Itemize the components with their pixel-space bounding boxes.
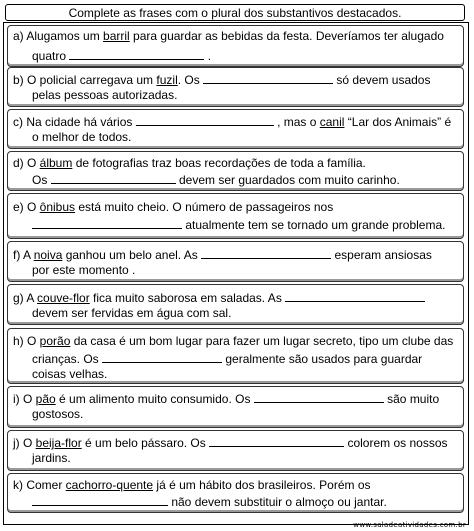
question-g	[7, 284, 464, 325]
question-k-line-1: k) Comer cachorro-quente já é um hábito dos brasileiros. Porém os	[13, 478, 371, 492]
question-g-line-2: devem ser fervidas em água com sal.	[32, 306, 232, 320]
question-f-line-1: f) A noiva ganhou um belo anel. As esperam ansiosas	[13, 248, 432, 262]
instructions-header: Complete as frases com o plural dos substantivos destacados.	[5, 4, 465, 21]
answer-blank[interactable]	[209, 435, 344, 447]
answer-blank[interactable]	[285, 290, 425, 302]
question-j	[7, 430, 464, 471]
question-h-line-2: crianças. Os geralmente são usados para guardar	[32, 352, 423, 366]
question-e-line-2: atualmente tem se tornado um grande problema.	[32, 217, 459, 232]
highlighted-word: porão	[39, 334, 71, 348]
website-footer: www.saladeatividades.com.br	[353, 521, 466, 529]
question-j-line-1: j) O beija-flor é um belo pássaro. Os colorem os nossos	[13, 436, 448, 450]
question-i-line-2: gostosos.	[32, 407, 84, 421]
highlighted-word: ônibus	[39, 200, 76, 214]
question-g-line-1: g) A couve-flor fica muito saborosa em saladas. As	[13, 290, 459, 305]
highlighted-word: cachorro-quente	[65, 478, 154, 492]
question-c-line-2: o melhor de todos.	[32, 130, 132, 144]
highlighted-word: barril	[103, 29, 130, 43]
question-e-line-1: e) O ônibus está muito cheio. O número de passageiros nos	[13, 200, 334, 214]
question-d	[7, 151, 464, 191]
highlighted-word: fuzil	[156, 73, 178, 87]
question-f-line-2: por este momento .	[32, 263, 136, 277]
question-c-line-1: c) Na cidade há vários , mas o canil “Lar dos Animais” é	[13, 115, 452, 129]
answer-blank[interactable]	[69, 48, 204, 60]
question-d-line-1: d) O álbum de fotografias traz boas recordações de toda a família.	[13, 156, 366, 170]
question-i	[7, 386, 464, 428]
question-a-line-1: a) Alugamos um barril para guardar as bebidas da festa. Deveríamos ter alugado	[13, 29, 444, 43]
question-h-line-1: h) O porão da casa é um bom lugar para fazer um lugar secreto, tipo um clube das	[13, 334, 454, 348]
question-b	[7, 67, 464, 107]
question-h	[7, 328, 464, 384]
answer-blank[interactable]	[136, 114, 274, 126]
question-d-line-2: Os devem ser guardados com muito carinho.	[32, 173, 400, 187]
answer-blank[interactable]	[203, 72, 333, 84]
question-h-line-3: coisas velhas.	[32, 367, 108, 381]
answer-blank[interactable]	[254, 391, 384, 403]
question-e	[7, 193, 464, 239]
highlighted-word: pão	[35, 392, 56, 406]
answer-blank[interactable]	[32, 494, 168, 506]
highlighted-word: álbum	[39, 156, 73, 170]
question-c	[7, 109, 464, 149]
highlighted-word: couve-flor	[37, 291, 90, 305]
question-i-line-1: i) O pão é um alimento muito consumido. Os são muito	[13, 392, 440, 406]
question-f	[7, 241, 464, 282]
question-j-line-2: jardins.	[32, 451, 71, 465]
question-k	[7, 473, 464, 513]
answer-blank[interactable]	[201, 247, 331, 259]
highlighted-word: canil	[319, 115, 345, 129]
question-b-line-1: b) O policial carregava um fuzil. Os só devem usados	[13, 73, 431, 87]
highlighted-word: beija-flor	[35, 436, 82, 450]
highlighted-word: noiva	[33, 248, 63, 262]
answer-blank[interactable]	[32, 217, 182, 229]
question-a-line-2: quatro .	[32, 49, 212, 63]
question-a	[7, 25, 464, 67]
question-b-line-2: pelas pessoas autorizadas.	[32, 88, 178, 102]
question-k-line-2: não devem substituir o almoço ou jantar.	[32, 494, 459, 509]
answer-blank[interactable]	[51, 172, 176, 184]
answer-blank[interactable]	[102, 351, 222, 363]
